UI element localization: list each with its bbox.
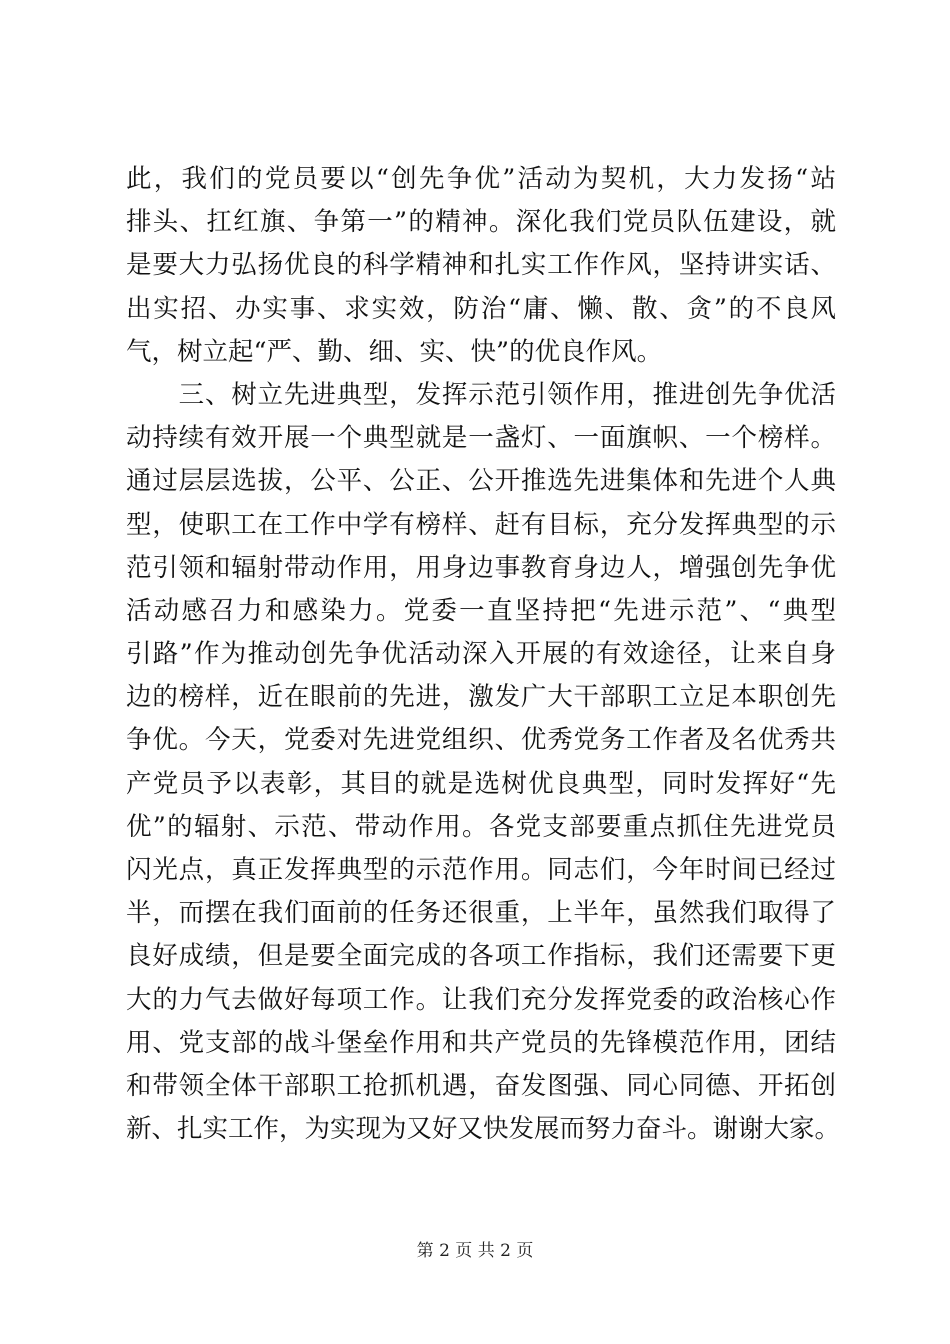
text-line: 通过层层选拔，公平、公正、公开推选先进集体和先进个人典 <box>126 466 836 497</box>
page-footer: 第 2 页 共 2 页 <box>416 1241 534 1261</box>
text-line: 半，而摆在我们面前的任务还很重，上半年，虽然我们取得了 <box>126 898 836 929</box>
text-line: 大的力气去做好每项工作。让我们充分发挥党委的政治核心作 <box>126 984 836 1015</box>
text-line: 此，我们的党员要以“创先争优”活动为契机，大力发扬“站 <box>126 164 836 194</box>
text-line: 出实招、办实事、求实效，防治“庸、懒、散、贪”的不良风 <box>126 293 836 324</box>
text-line: 良好成绩，但是要全面完成的各项工作指标，我们还需要下更 <box>126 941 836 972</box>
text-line: 闪光点，真正发挥典型的示范作用。同志们，今年时间已经过 <box>126 855 836 885</box>
text-line: 新、扎实工作，为实现为又好又快发展而努力奋斗。谢谢大家。 <box>126 1114 841 1145</box>
text-line: 引路”作为推动创先争优活动深入开展的有效途径，让来自身 <box>126 639 836 670</box>
text-line: 范引领和辐射带动作用，用身边事教育身边人，增强创先争优 <box>126 552 836 583</box>
text-line: 用、党支部的战斗堡垒作用和共产党员的先锋模范作用，团结 <box>126 1027 836 1058</box>
text-line: 排头、扛红旗、争第一”的精神。深化我们党员队伍建设，就 <box>126 207 836 238</box>
text-line: 气，树立起“严、勤、细、实、快”的优良作风。 <box>126 336 663 367</box>
text-line: 优”的辐射、示范、带动作用。各党支部要重点抓住先进党员 <box>126 811 836 842</box>
text-line: 型，使职工在工作中学有榜样、赶有目标，充分发挥典型的示 <box>126 509 836 540</box>
text-line: 争优。今天，党委对先进党组织、优秀党务工作者及名优秀共 <box>126 725 836 756</box>
body-text <box>126 158 841 1151</box>
text-line: 边的榜样，近在眼前的先进，激发广大干部职工立足本职创先 <box>126 682 836 713</box>
text-line: 活动感召力和感染力。党委一直坚持把“先进示范”、“典型 <box>126 595 836 626</box>
text-line: 和带领全体干部职工抢抓机遇，奋发图强、同心同德、开拓创 <box>126 1070 836 1101</box>
text-line: 三、树立先进典型，发挥示范引领作用，推进创先争优活 <box>126 379 836 410</box>
text-line: 产党员予以表彰，其目的就是选树优良典型，同时发挥好“先 <box>126 768 836 799</box>
text-line: 是要大力弘扬优良的科学精神和扎实工作作风，坚持讲实话、 <box>126 250 836 281</box>
text-line: 动持续有效开展一个典型就是一盏灯、一面旗帜、一个榜样。 <box>126 423 836 454</box>
